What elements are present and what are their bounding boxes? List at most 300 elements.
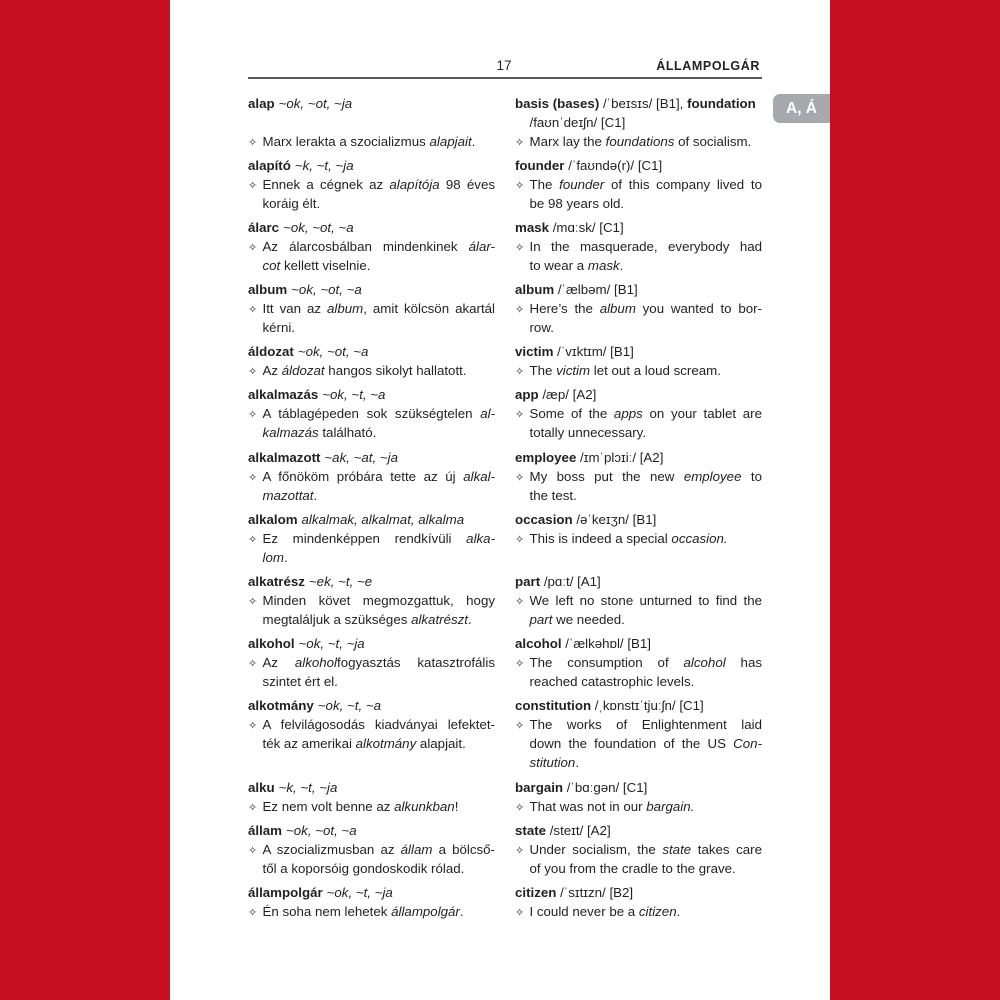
- hungarian-example-line: [248, 486, 495, 505]
- hungarian-inflected-forms: ~ok, ~t, ~ja: [298, 636, 365, 652]
- pronunciation-and-level: /æp/ [A2]: [538, 387, 597, 403]
- hungarian-example-line: [248, 840, 495, 859]
- hungarian-head: [248, 821, 495, 840]
- hungarian-example-line: [248, 175, 495, 194]
- hungarian-example-keyword: áldozat: [281, 363, 325, 379]
- hungarian-example-text: .: [283, 549, 288, 565]
- english-head: [515, 385, 762, 404]
- english-example-text: to: [741, 468, 762, 484]
- english-example-text: let out a loud scream.: [590, 363, 721, 379]
- hungarian-example-keyword: alkohol: [294, 655, 337, 671]
- english-example-text: My boss put the new: [529, 468, 684, 484]
- pronunciation-and-level: /ɪmˈplɔɪiː/ [A2]: [576, 449, 664, 465]
- english-example-keyword: mask: [587, 257, 620, 273]
- english-example-text: of socialism.: [674, 133, 752, 149]
- example-marker-icon: ✧: [248, 135, 258, 149]
- example-marker-icon: ✧: [515, 240, 525, 254]
- hungarian-head-line: [248, 510, 495, 529]
- pronunciation-and-level: /faʊnˈdeɪʃn/ [C1]: [529, 114, 626, 130]
- hungarian-example-line: [248, 610, 495, 629]
- hungarian-headword: állam: [248, 822, 283, 838]
- example-marker-icon: ✧: [248, 408, 258, 422]
- hungarian-inflected-forms: ~k, ~t, ~ja: [294, 157, 354, 173]
- hungarian-headword: áldozat: [248, 344, 294, 360]
- hungarian-head: [248, 94, 495, 132]
- english-example-line: [515, 610, 762, 629]
- hungarian-head-line: [248, 342, 495, 361]
- hungarian-example-text: .: [313, 487, 318, 503]
- pronunciation-and-level: /steɪt/ [A2]: [546, 822, 611, 838]
- hungarian-example-keyword: alapjait: [429, 133, 472, 149]
- hungarian-headword: állampolgár: [248, 884, 323, 900]
- english-example-text: on your tablet are: [642, 406, 762, 422]
- hungarian-example-text: kérni.: [262, 320, 296, 336]
- english-example-line: [515, 132, 762, 151]
- hungarian-example-line: [248, 653, 495, 672]
- hungarian-example-line: [248, 404, 495, 423]
- english-example-line: [515, 529, 762, 548]
- hungarian-inflected-forms: ~ok, ~ot, ~ja: [278, 95, 353, 111]
- english-example: [515, 237, 762, 275]
- example-marker-icon: ✧: [248, 595, 258, 608]
- english-headword: foundation: [687, 95, 756, 111]
- english-example-line: [515, 361, 762, 380]
- english-example: [515, 299, 762, 337]
- letter-thumb-tab-label: A, Á: [786, 100, 817, 117]
- english-head: [515, 778, 762, 797]
- english-example-text: The works of Enlightenment laid: [529, 717, 762, 733]
- running-head: ÁLLAMPOLGÁR: [656, 59, 760, 73]
- hungarian-example-text: Minden követ megmozgattuk, hogy: [262, 593, 495, 608]
- english-example-text: I could never be a: [529, 903, 639, 919]
- hungarian-inflected-forms: ~k, ~t, ~ja: [278, 779, 338, 795]
- hungarian-example-keyword: állampolgár: [391, 903, 460, 919]
- hungarian-example-line: [248, 734, 495, 753]
- hungarian-example-line: [248, 299, 495, 318]
- hungarian-example-keyword: állam: [400, 841, 433, 857]
- english-head-line: [515, 448, 762, 467]
- example-marker-icon: ✧: [515, 303, 525, 317]
- hungarian-head-line: [248, 821, 495, 840]
- hungarian-example-keyword: alkatrészt: [411, 612, 468, 627]
- hungarian-example-keyword: alkal-: [463, 468, 495, 484]
- english-headword: constitution: [515, 698, 592, 714]
- english-headword: alcohol: [515, 636, 562, 652]
- pronunciation-and-level: /ˌkɒnstɪˈtjuːʃn/ [C1]: [591, 698, 704, 714]
- english-example-keyword: bargain.: [646, 798, 695, 814]
- hungarian-head: [248, 218, 495, 237]
- pronunciation-and-level: /ˈælbəm/ [B1]: [554, 282, 638, 298]
- hungarian-example-line: [248, 591, 495, 610]
- english-headword: founder: [515, 157, 565, 173]
- english-example-text: .: [619, 257, 624, 273]
- english-headword: part: [515, 574, 541, 589]
- english-example-text: We left no stone unturned to find the: [529, 593, 762, 608]
- hungarian-example-text: kellett viselnie.: [280, 257, 371, 273]
- hungarian-example-line: [248, 902, 495, 921]
- hungarian-example-text: A táblagépeden sok szükségtelen: [262, 406, 481, 422]
- hungarian-head: [248, 448, 495, 467]
- hungarian-example-line: [248, 256, 495, 275]
- english-example-line: [515, 256, 762, 275]
- dictionary-entry: [248, 696, 762, 772]
- english-example-text: you wanted to bor-: [635, 301, 762, 317]
- english-example-line: [515, 591, 762, 610]
- example-marker-icon: ✧: [515, 135, 525, 149]
- english-example-text: The: [529, 363, 557, 379]
- hungarian-example-text: 98 éves: [439, 176, 495, 192]
- english-example-text: Some of the: [529, 406, 614, 422]
- hungarian-head: [248, 510, 495, 529]
- english-head-line: [515, 572, 762, 591]
- english-example-text: of you from the cradle to the grave.: [529, 860, 736, 876]
- hungarian-example-text: Az álarcosbálban mindenkinek: [262, 238, 469, 254]
- english-example-text: Under socialism, the: [529, 841, 663, 857]
- english-example: [515, 361, 762, 380]
- hungarian-headword: alkotmány: [248, 698, 314, 714]
- example-marker-icon: ✧: [515, 905, 525, 919]
- english-example: [515, 467, 762, 505]
- hungarian-example-line: [248, 859, 495, 878]
- hungarian-example-line: [248, 194, 495, 213]
- pronunciation-and-level: /ˈbeɪsɪs/ [B1],: [599, 95, 688, 111]
- english-head-line: [515, 510, 762, 529]
- english-example-line: [515, 753, 762, 772]
- hungarian-example-text: .: [471, 133, 476, 149]
- pronunciation-and-level: /ˈælkəhɒl/ [B1]: [561, 636, 651, 652]
- hungarian-inflected-forms: ~ak, ~at, ~ja: [324, 449, 398, 465]
- dictionary-entry: [248, 448, 762, 505]
- english-example: [515, 902, 762, 921]
- english-headword: bargain: [515, 779, 564, 795]
- hungarian-example: [248, 591, 495, 629]
- hungarian-example-text: alapjait.: [416, 736, 466, 752]
- hungarian-example-keyword: alapítója: [389, 176, 440, 192]
- example-marker-icon: ✧: [515, 532, 525, 546]
- english-head-line: [515, 342, 762, 361]
- english-head: [515, 634, 762, 653]
- hungarian-head: [248, 342, 495, 361]
- english-example-keyword: foundations: [605, 133, 675, 149]
- english-example: [515, 797, 762, 816]
- hungarian-example-keyword: kalmazás: [262, 425, 319, 441]
- english-example-text: This is indeed a special: [529, 530, 672, 546]
- english-headword: album: [515, 282, 555, 298]
- hungarian-head-line: [248, 280, 495, 299]
- hungarian-example-line: [248, 548, 495, 567]
- hungarian-head-line: [248, 572, 495, 591]
- hungarian-inflected-forms: ~ok, ~ot, ~a: [286, 822, 357, 838]
- hungarian-inflected-forms: ~ok, ~t, ~ja: [326, 884, 393, 900]
- hungarian-example-keyword: lom: [262, 549, 284, 565]
- hungarian-example-line: [248, 467, 495, 486]
- dictionary-entry: [248, 156, 762, 213]
- hungarian-head-line: [248, 634, 495, 653]
- english-head: [515, 156, 762, 175]
- dictionary-entry-list: [248, 94, 762, 921]
- hungarian-example-text: ték az amerikai: [262, 736, 356, 752]
- hungarian-example-line: [248, 132, 495, 151]
- hungarian-example: [248, 175, 495, 213]
- hungarian-head-line: [248, 156, 495, 175]
- english-example: [515, 132, 762, 151]
- english-example: [515, 529, 762, 567]
- pronunciation-and-level: /əˈkeɪʒn/ [B1]: [572, 511, 657, 527]
- english-example-text: .: [575, 755, 580, 771]
- hungarian-example-line: [248, 237, 495, 256]
- hungarian-example-text: szintet ért el.: [262, 674, 338, 690]
- hungarian-head: [248, 634, 495, 653]
- english-headword: citizen: [515, 884, 557, 900]
- english-head-line: [515, 156, 762, 175]
- example-marker-icon: ✧: [515, 657, 525, 671]
- english-head-line: [515, 696, 762, 715]
- hungarian-example-text: A szocializmusban az: [262, 841, 401, 857]
- hungarian-example-line: [248, 423, 495, 442]
- hungarian-example-text: A főnököm próbára tette az új: [262, 468, 464, 484]
- hungarian-example-keyword: alka-: [466, 530, 495, 546]
- pronunciation-and-level: /mɑːsk/ [C1]: [549, 219, 624, 235]
- example-marker-icon: ✧: [515, 408, 525, 422]
- hungarian-example-text: fogyasztás katasztrofális: [337, 655, 495, 671]
- english-example: [515, 404, 762, 442]
- english-example-line: [515, 902, 762, 921]
- dictionary-entry: [248, 342, 762, 380]
- hungarian-headword: alkalmazott: [248, 449, 321, 465]
- hungarian-example: [248, 299, 495, 337]
- header-rule: [248, 77, 762, 79]
- english-head-line: [515, 634, 762, 653]
- english-example-keyword: citizen: [638, 903, 677, 919]
- hungarian-headword: alku: [248, 779, 275, 795]
- english-example-line: [515, 404, 762, 423]
- hungarian-inflected-forms: ~ok, ~ot, ~a: [297, 344, 369, 360]
- hungarian-example-keyword: alkotmány: [355, 736, 417, 752]
- english-example-text: totally unnecessary.: [529, 425, 647, 441]
- pronunciation-and-level: /ˈsɪtɪzn/ [B2]: [556, 884, 634, 900]
- hungarian-example-text: Marx lerakta a szocializmus: [262, 133, 430, 149]
- hungarian-inflected-forms: ~ek, ~t, ~e: [308, 574, 373, 589]
- english-example-line: [515, 797, 762, 816]
- english-example-text: has: [725, 655, 762, 671]
- hungarian-headword: album: [248, 282, 288, 298]
- hungarian-example-text: koráig élt.: [262, 195, 321, 211]
- english-example-line: [515, 840, 762, 859]
- english-headword: state: [515, 822, 547, 838]
- hungarian-head-line: [248, 696, 495, 715]
- english-example-line: [515, 715, 762, 734]
- english-example-line: [515, 653, 762, 672]
- english-example-text: .: [676, 903, 681, 919]
- hungarian-example-text: , amit kölcsön akartál: [363, 301, 495, 317]
- example-marker-icon: ✧: [248, 905, 258, 919]
- hungarian-example: [248, 404, 495, 442]
- hungarian-example: [248, 132, 495, 151]
- english-example-keyword: stitution: [529, 755, 576, 771]
- english-headword: occasion: [515, 511, 573, 527]
- hungarian-example: [248, 840, 495, 878]
- hungarian-example-text: megtaláljuk a szükséges: [262, 612, 412, 627]
- hungarian-example-line: [248, 318, 495, 337]
- example-marker-icon: ✧: [515, 595, 525, 608]
- english-example-line: [515, 859, 762, 878]
- hungarian-inflected-forms: ~ok, ~ot, ~a: [283, 219, 354, 235]
- hungarian-example-text: hangos sikolyt hallatott.: [324, 363, 467, 379]
- english-head: [515, 510, 762, 529]
- example-marker-icon: ✧: [248, 303, 258, 317]
- english-example-keyword: employee: [683, 468, 742, 484]
- hungarian-example-text: Az: [262, 655, 295, 671]
- example-marker-icon: ✧: [248, 240, 258, 254]
- hungarian-example-text: Ennek a cégnek az: [262, 176, 390, 192]
- example-marker-icon: ✧: [248, 178, 258, 192]
- hungarian-example-text: .: [459, 903, 464, 919]
- hungarian-example-text: a bölcső-: [432, 841, 495, 857]
- hungarian-example-keyword: al-: [480, 406, 495, 422]
- english-example: [515, 840, 762, 878]
- hungarian-example-text: Az: [262, 363, 282, 379]
- example-marker-icon: ✧: [515, 178, 525, 192]
- english-head-line: [515, 94, 762, 113]
- hungarian-headword: álarc: [248, 219, 280, 235]
- hungarian-example-keyword: cot: [262, 257, 281, 273]
- english-example-line: [515, 734, 762, 753]
- english-example-text: the test.: [529, 487, 577, 503]
- pronunciation-and-level: /ˈvɪktɪm/ [B1]: [553, 344, 634, 360]
- dictionary-entry: [248, 778, 762, 816]
- letter-thumb-tab: [773, 94, 830, 123]
- hungarian-headword: alkatrész: [248, 574, 305, 589]
- hungarian-headword: alkalom: [248, 511, 298, 527]
- page-number: 17: [496, 58, 512, 73]
- hungarian-inflected-forms: ~ok, ~t, ~a: [317, 698, 381, 714]
- hungarian-example-keyword: alkunkban: [394, 798, 455, 814]
- english-example-line: [515, 194, 762, 213]
- english-example-text: reached catastrophic levels.: [529, 674, 695, 690]
- hungarian-head-line: [248, 218, 495, 237]
- english-example-text: Marx lay the: [529, 133, 606, 149]
- hungarian-head-line: [248, 94, 495, 113]
- example-marker-icon: ✧: [515, 719, 525, 733]
- english-example-keyword: founder: [559, 176, 605, 192]
- hungarian-example: [248, 237, 495, 275]
- english-example-text: The: [529, 176, 560, 192]
- english-example-text: That was not in our: [529, 798, 647, 814]
- pronunciation-and-level: /pɑːt/ [A1]: [540, 574, 601, 589]
- hungarian-example-line: [248, 797, 495, 816]
- example-marker-icon: ✧: [515, 470, 525, 484]
- hungarian-example-text: Én soha nem lehetek: [262, 903, 392, 919]
- example-marker-icon: ✧: [248, 719, 258, 733]
- hungarian-inflected-forms: ~ok, ~t, ~a: [322, 387, 386, 403]
- english-headword: basis (bases): [515, 95, 600, 111]
- english-example-text: The consumption of: [529, 655, 684, 671]
- hungarian-head-line: [248, 385, 495, 404]
- hungarian-example-text: Ez mindenképpen rendkívüli: [262, 530, 467, 546]
- example-marker-icon: ✧: [248, 365, 258, 379]
- english-example-keyword: victim: [556, 363, 591, 379]
- english-example-text: down the foundation of the US: [529, 736, 734, 752]
- english-headword: mask: [515, 219, 550, 235]
- english-head: [515, 572, 762, 591]
- english-example-line: [515, 175, 762, 194]
- english-head-line: [515, 821, 762, 840]
- english-example-line: [515, 237, 762, 256]
- hungarian-head: [248, 572, 495, 591]
- english-example-text: row.: [529, 320, 554, 336]
- english-example: [515, 591, 762, 629]
- english-example-text: to wear a: [529, 257, 588, 273]
- english-example-line: [515, 467, 762, 486]
- english-example-keyword: part: [529, 612, 553, 627]
- english-example-text: In the masquerade, everybody had: [529, 238, 762, 254]
- hungarian-example-keyword: album: [327, 301, 364, 317]
- dictionary-entry: [248, 634, 762, 691]
- example-marker-icon: ✧: [248, 800, 258, 814]
- hungarian-head: [248, 778, 495, 797]
- example-marker-icon: ✧: [515, 800, 525, 814]
- english-example-text: takes care: [691, 841, 762, 857]
- hungarian-example-text: Ez nem volt benne az: [262, 798, 395, 814]
- hungarian-headword: alkalmazás: [248, 387, 319, 403]
- hungarian-example-text: !: [454, 798, 459, 814]
- hungarian-example-line: [248, 361, 495, 380]
- english-head: [515, 883, 762, 902]
- hungarian-head: [248, 696, 495, 715]
- english-head: [515, 218, 762, 237]
- example-marker-icon: ✧: [515, 843, 525, 857]
- example-marker-icon: ✧: [248, 470, 258, 484]
- hungarian-inflected-forms: ~ok, ~ot, ~a: [291, 282, 362, 298]
- english-head-line: [515, 385, 762, 404]
- english-head-line: [515, 113, 762, 132]
- english-example: [515, 653, 762, 691]
- hungarian-example: [248, 467, 495, 505]
- english-example-text: Here’s the: [529, 301, 600, 317]
- hungarian-headword: alap: [248, 95, 275, 111]
- example-marker-icon: ✧: [248, 657, 258, 671]
- hungarian-headword: alapító: [248, 157, 291, 173]
- hungarian-head-line: [248, 883, 495, 902]
- hungarian-example-text: .: [467, 612, 472, 627]
- hungarian-example-line: [248, 529, 495, 548]
- english-example-line: [515, 318, 762, 337]
- english-example-keyword: occasion.: [671, 530, 728, 546]
- english-example-line: [515, 299, 762, 318]
- english-head: [515, 94, 762, 132]
- dictionary-entry: [248, 94, 762, 151]
- dictionary-entry: [248, 385, 762, 442]
- english-example: [515, 715, 762, 772]
- example-marker-icon: ✧: [248, 532, 258, 546]
- hungarian-example-keyword: mazottat: [262, 487, 314, 503]
- english-head-line: [515, 280, 762, 299]
- hungarian-head-line: [248, 448, 495, 467]
- english-headword: victim: [515, 344, 554, 360]
- hungarian-example: [248, 529, 495, 567]
- hungarian-example: [248, 653, 495, 691]
- hungarian-example-line: [248, 715, 495, 734]
- hungarian-example: [248, 902, 495, 921]
- english-head: [515, 696, 762, 715]
- hungarian-head: [248, 156, 495, 175]
- dictionary-entry: [248, 883, 762, 921]
- english-head: [515, 342, 762, 361]
- english-head-line: [515, 778, 762, 797]
- english-head-line: [515, 218, 762, 237]
- hungarian-example: [248, 797, 495, 816]
- example-marker-icon: ✧: [515, 365, 525, 379]
